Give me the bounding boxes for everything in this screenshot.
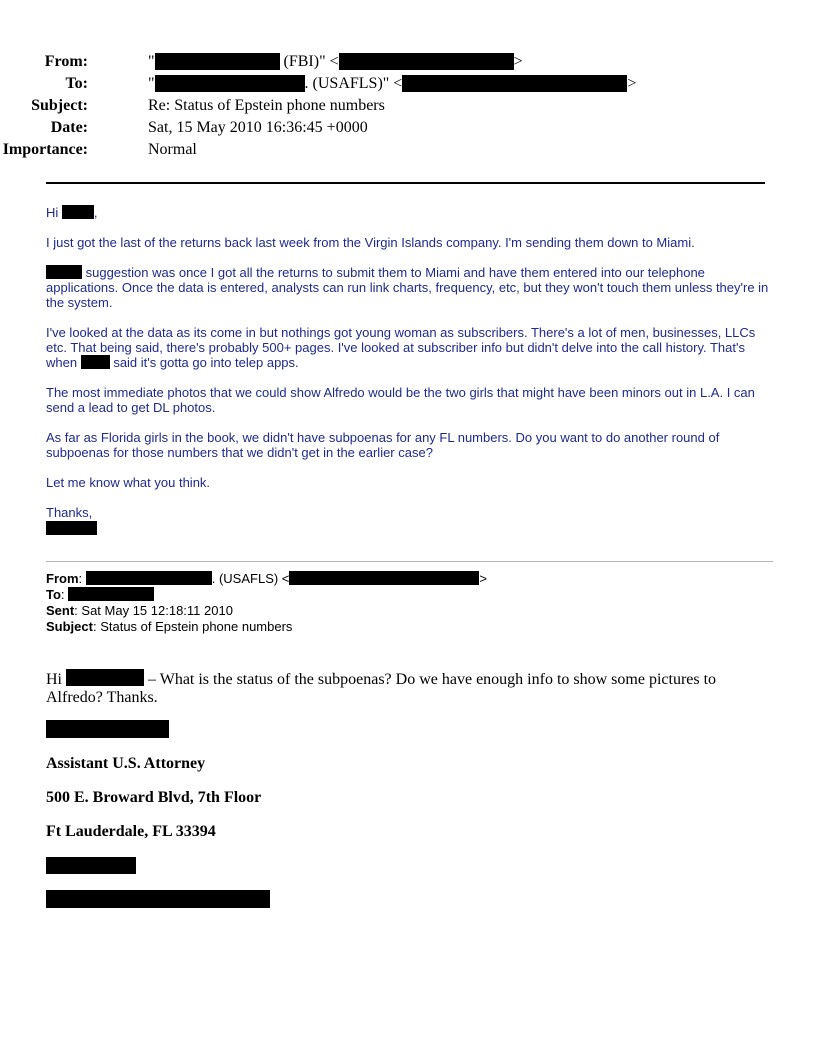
forwarded-from-label: From	[46, 571, 79, 586]
header-from-row	[0, 53, 760, 75]
header-to-row	[0, 75, 760, 97]
to-label: To:	[65, 75, 88, 92]
redaction-block	[155, 53, 280, 70]
from-value: " (FBI)" < >	[148, 53, 523, 70]
reply-paragraph-5: As far as Florida girls in the book, we didn't have subpoenas for any FL numbers. Do you want to do another round of subpoenas for those numbers that we didn't get in the earlier case?	[46, 430, 720, 460]
reply-paragraph-6: Let me know what you think.	[46, 475, 211, 490]
forwarded-from-row: From: . (USAFLS) < >	[46, 571, 487, 586]
redaction-block	[81, 355, 110, 369]
subject-value: Re: Status of Epstein phone numbers	[148, 97, 385, 114]
header-date-row	[0, 119, 760, 141]
signature-address-line-2: Ft Lauderdale, FL 33394	[46, 823, 216, 840]
reply-closing: Thanks,	[46, 505, 93, 520]
redaction-block	[66, 669, 144, 686]
forwarded-to-row: To:	[46, 587, 154, 603]
from-label: From:	[44, 53, 88, 70]
forwarded-divider	[46, 561, 773, 562]
redacted-phone	[46, 857, 136, 874]
reply-paragraph-2: suggestion was once I got all the returns to submit them to Miami and have them entered into our telephone applications. Once the data is entered, analysts can run link charts, frequency, etc, but they won't touch them unless they're in the system.	[46, 265, 769, 310]
header-importance-row	[0, 141, 760, 163]
redaction-block	[155, 75, 305, 92]
forwarded-sent-value: : Sat May 15 12:18:11 2010	[74, 603, 233, 618]
reply-paragraph-1: I just got the last of the returns back last week from the Virgin Islands company. I'm sending them down to Miami.	[46, 235, 695, 250]
redaction-block	[62, 205, 94, 219]
redacted-email	[46, 890, 270, 908]
date-label: Date:	[50, 119, 88, 136]
redacted-signature	[46, 521, 97, 535]
redaction-block	[339, 53, 514, 70]
importance-label: Importance:	[2, 141, 88, 158]
redacted-name	[46, 720, 169, 738]
redaction-block	[46, 265, 82, 279]
forwarded-subject-value: : Status of Epstein phone numbers	[92, 619, 293, 634]
forwarded-subject-row	[46, 619, 292, 635]
reply-greeting: Hi ,	[46, 205, 98, 220]
redaction-block	[402, 75, 627, 92]
date-value: Sat, 15 May 2010 16:36:45 +0000	[148, 119, 368, 136]
forwarded-sent-row	[46, 603, 233, 619]
to-value: " . (USAFLS)" < >	[148, 75, 637, 92]
forwarded-to-label: To	[46, 587, 61, 602]
signature-address-line-1: 500 E. Broward Blvd, 7th Floor	[46, 789, 262, 806]
redaction-block	[68, 587, 154, 601]
forwarded-body: Hi – What is the status of the subpoenas? Do we have enough info to show some pictures to Alfredo? Thanks.	[46, 671, 717, 706]
redaction-block	[86, 571, 212, 585]
signature-title: Assistant U.S. Attorney	[46, 755, 206, 772]
redaction-block	[289, 571, 479, 585]
header-subject-row	[0, 97, 760, 119]
forwarded-subject-label: Subject	[46, 619, 93, 634]
reply-paragraph-3: I've looked at the data as its come in but nothings got young woman as subscribers. There's a lot of men, businesses, LLCs etc. That being said, there's probably 500+ pages. I've looked at subscriber info but didn't delve into the call history. That's when said it's gotta go into telep apps.	[46, 325, 756, 370]
reply-paragraph-4: The most immediate photos that we could show Alfredo would be the two girls that might have been minors out in L.A. I can send a lead to get DL photos.	[46, 385, 755, 415]
importance-value: Normal	[148, 141, 197, 158]
forwarded-sent-label: Sent	[46, 603, 75, 618]
header-divider	[46, 182, 765, 184]
subject-label: Subject:	[31, 97, 88, 114]
